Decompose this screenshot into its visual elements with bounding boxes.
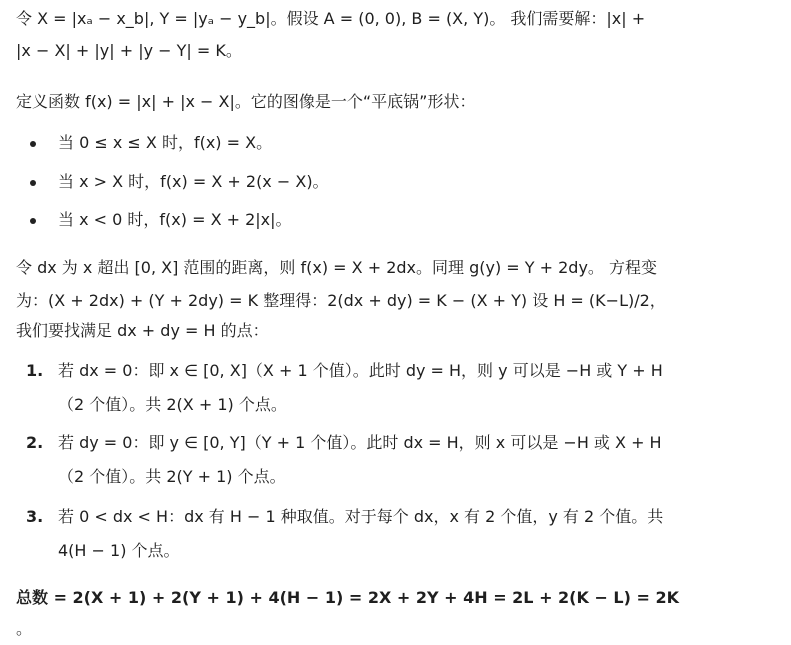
case-1-line2: （2 个值）。共 2(X + 1) 个点。 [58, 395, 287, 414]
bullet-item-3: 当 x < 0 时，f(x) = X + 2|x|。 [58, 210, 292, 229]
bullet-marker-3 [30, 218, 36, 224]
case-1-line1: 若 dx = 0：即 x ∈ [0, X]（X + 1 个值）。此时 dy = H，则 y 可以是 −H 或 Y + H [58, 361, 663, 380]
case-2-line1: 若 dy = 0：即 y ∈ [0, Y]（Y + 1 个值）。此时 dx = H，则 x 可以是 −H 或 X + H [58, 433, 662, 452]
paragraph-definition-line2: |x − X| + |y| + |y − Y| = K。 [16, 41, 242, 60]
paragraph-function: 定义函数 f(x) = |x| + |x − X|。它的图像是一个“平底锅”形状： [16, 92, 476, 111]
case-3-line2: 4(H − 1) 个点。 [58, 541, 180, 560]
bullet-item-1: 当 0 ≤ x ≤ X 时，f(x) = X。 [58, 133, 273, 152]
paragraph-transform-line3: 我们要找满足 dx + dy = H 的点： [16, 321, 269, 340]
bullet-marker-2 [30, 180, 36, 186]
paragraph-transform-line1: 令 dx 为 x 超出 [0, X] 范围的距离，则 f(x) = X + 2dx。同理 g(y) = Y + 2dy。 方程变 [16, 258, 658, 277]
case-2-line2: （2 个值）。共 2(Y + 1) 个点。 [58, 467, 286, 486]
paragraph-definition-line1: 令 X = |xₐ − x_b|, Y = |yₐ − y_b|。假设 A = (0, 0), B = (X, Y)。 我们需要解：|x| + [16, 9, 646, 28]
bullet-item-2: 当 x > X 时，f(x) = X + 2(x − X)。 [58, 172, 329, 191]
case-number-2: 2. [26, 433, 44, 452]
bullet-marker-1 [30, 141, 36, 147]
total-line1: 总数 = 2(X + 1) + 2(Y + 1) + 4(H − 1) = 2X + 2Y + 4H = 2L + 2(K − L) = 2K [16, 588, 680, 607]
total-line2: 。 [16, 619, 33, 638]
case-number-3: 3. [26, 507, 44, 526]
case-number-1: 1. [26, 361, 44, 380]
case-3-line1: 若 0 < dx < H：dx 有 H − 1 种取值。对于每个 dx，x 有 2 个值，y 有 2 个值。共 [58, 507, 664, 526]
paragraph-transform-line2: 为：(X + 2dx) + (Y + 2dy) = K 整理得：2(dx + dy) = K − (X + Y) 设 H = (K−L)/2， [16, 291, 666, 310]
